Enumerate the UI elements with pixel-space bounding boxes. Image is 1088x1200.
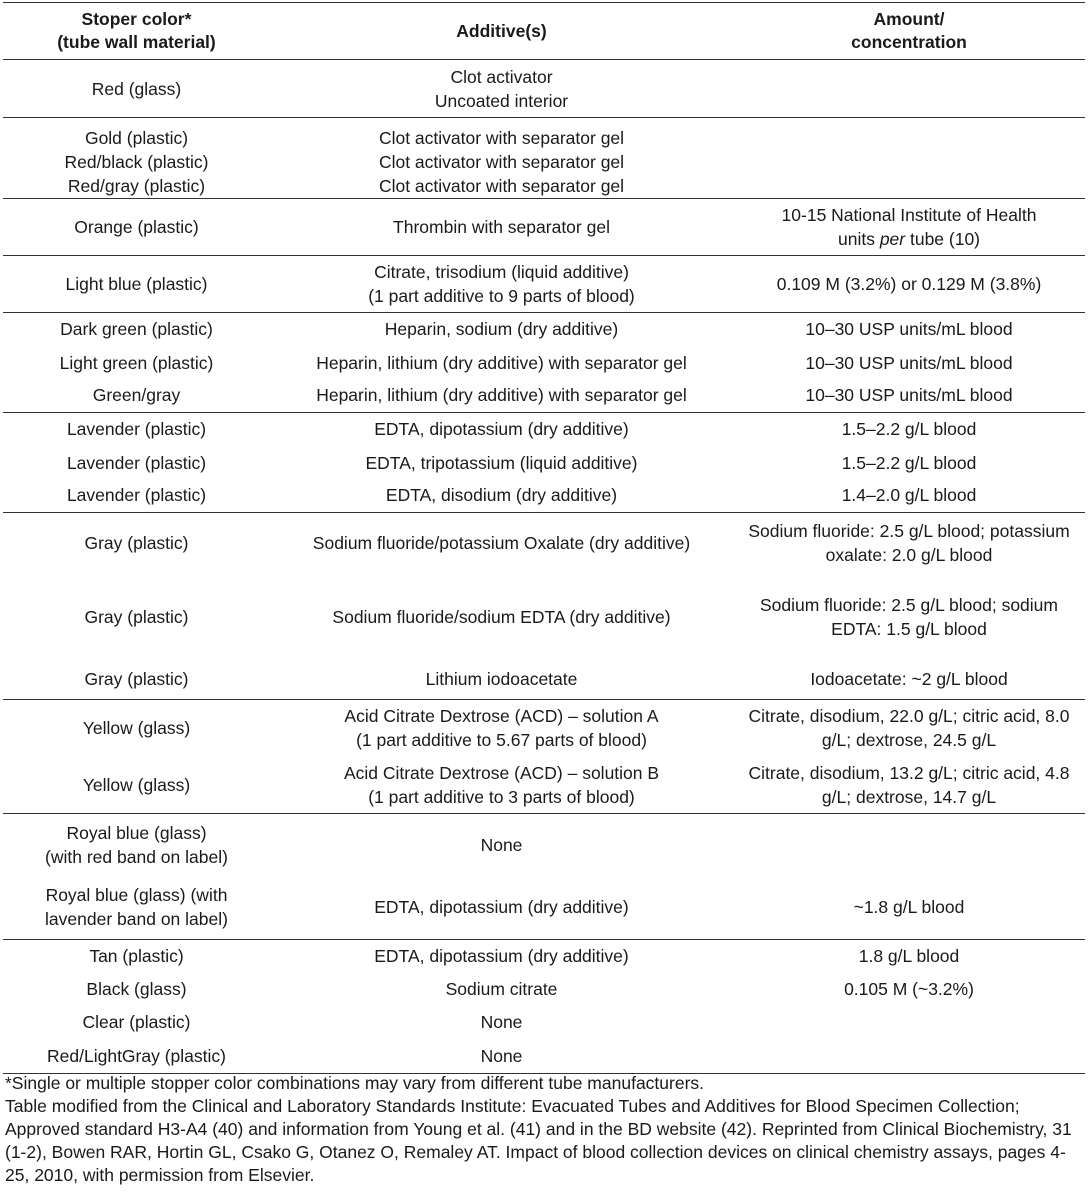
cell-amount: 0.105 M (~3.2%) xyxy=(844,978,974,999)
cell-additive: Lithium iodoacetate xyxy=(270,660,733,699)
cell-color: Red/LightGray (plastic) xyxy=(3,1039,270,1073)
table-row xyxy=(3,150,1085,174)
cell-additive: Clot activator Uncoated interior xyxy=(270,60,733,118)
cell-additive: EDTA, disodium (dry additive) xyxy=(270,479,733,512)
cell-color: Gray (plastic) xyxy=(84,533,189,554)
cell-color: Red/black (plastic) xyxy=(64,151,209,172)
cell-color: Orange (plastic) xyxy=(3,198,270,255)
cell-color: Yellow (glass) xyxy=(82,718,191,739)
footnote-source: Table modified from the Clinical and Laboratory Standards Institute: Evacuated Tubes and Additives for Blood Specimen Collection; Approved standard H3-A4 (40) and information from Young et al. (41) and in the BD website (42). Reprinted from Clinical Biochemistry, 31 (1-2), Bowen RAR, Hortin GL, Csako G, Otanez O, Remaley AT. Impact of blood collection devices on clinical chemistry assays, pages 4-25, 2010, with permission from Elsevier. xyxy=(5,1096,1072,1185)
cell-additive: Sodium fluoride/potassium Oxalate (dry additive) xyxy=(312,533,691,554)
cell-additive: None xyxy=(270,1039,733,1073)
cell-color: Light blue (plastic) xyxy=(3,255,270,312)
table-row xyxy=(3,346,1085,379)
cell-additive: Sodium citrate xyxy=(445,978,558,999)
cell-amount xyxy=(733,60,1085,118)
cell-color: Gray (plastic) xyxy=(84,607,189,627)
footnote-asterisk: *Single or multiple stopper color combinations may vary from different tube manufacturers. xyxy=(5,1073,705,1093)
cell-color: Yellow (glass) xyxy=(3,757,270,813)
cell-additive: Heparin, sodium (dry additive) xyxy=(384,319,619,340)
table-row xyxy=(3,198,1085,255)
cell-additive: Clot activator with separator gel xyxy=(378,127,625,148)
cell-amount xyxy=(733,813,1085,876)
cell-amount: 0.109 M (3.2%) or 0.129 M (3.8%) xyxy=(733,255,1085,312)
cell-color: Red/gray (plastic) xyxy=(3,174,270,199)
cell-amount: Iodoacetate: ~2 g/L blood xyxy=(733,660,1085,699)
cell-color: Dark green (plastic) xyxy=(60,319,213,340)
table-row xyxy=(3,574,1085,660)
cell-color: Light green (plastic) xyxy=(59,352,214,373)
table-row xyxy=(3,379,1085,412)
table-header-row xyxy=(3,3,1085,60)
table-row xyxy=(3,312,1085,346)
cell-amount xyxy=(733,198,1085,255)
cell-additive: EDTA, dipotassium (dry additive) xyxy=(270,876,733,939)
blood-tube-table xyxy=(3,2,1085,1074)
cell-additive: Thrombin with separator gel xyxy=(270,198,733,255)
cell-amount: 10–30 USP units/mL blood xyxy=(733,379,1085,412)
table-row xyxy=(3,972,1085,1005)
table-row xyxy=(3,60,1085,118)
cell-color: Royal blue (glass) (with lavender band on label) xyxy=(3,876,270,939)
cell-color: Lavender (plastic) xyxy=(66,419,207,440)
table-footnote xyxy=(5,1072,1083,1187)
table-row xyxy=(3,446,1085,479)
cell-additive: EDTA, dipotassium (dry additive) xyxy=(374,419,629,440)
amount-text: tube (10) xyxy=(905,228,981,249)
cell-color: Black (glass) xyxy=(86,978,187,999)
table-row xyxy=(3,939,1085,972)
cell-amount: Sodium fluoride: 2.5 g/L blood; potassium oxalate: 2.0 g/L blood xyxy=(748,521,1070,566)
table-row xyxy=(3,174,1085,199)
cell-color: Gold (plastic) xyxy=(84,127,189,148)
cell-amount: 10–30 USP units/mL blood xyxy=(805,319,1013,340)
cell-color: Lavender (plastic) xyxy=(66,452,207,473)
cell-color: Lavender (plastic) xyxy=(3,479,270,512)
table-row xyxy=(3,1005,1085,1039)
amount-text: 10-15 National Institute of Health units xyxy=(781,204,1037,249)
cell-additive: None xyxy=(480,1012,523,1032)
amount-emphasis: per xyxy=(879,228,906,249)
cell-amount xyxy=(733,1039,1085,1073)
header-amount: Amount/ concentration xyxy=(733,3,1085,60)
cell-amount: 1.5–2.2 g/L blood xyxy=(841,452,977,473)
table-row xyxy=(3,255,1085,312)
table-row xyxy=(3,757,1085,813)
cell-amount xyxy=(733,150,1085,174)
cell-amount: Citrate, disodium, 13.2 g/L; citric acid, 4.8 g/L; dextrose, 14.7 g/L xyxy=(733,757,1085,813)
cell-amount xyxy=(733,1005,1085,1039)
cell-color: Green/gray xyxy=(3,379,270,412)
cell-amount: ~1.8 g/L blood xyxy=(733,876,1085,939)
cell-color: Tan (plastic) xyxy=(89,945,184,966)
cell-amount: 1.4–2.0 g/L blood xyxy=(733,479,1085,512)
cell-amount: 1.5–2.2 g/L blood xyxy=(841,419,977,440)
header-additives: Additive(s) xyxy=(270,3,733,60)
cell-additive: Heparin, lithium (dry additive) with separator gel xyxy=(270,379,733,412)
table-row xyxy=(3,412,1085,446)
cell-amount xyxy=(733,174,1085,199)
cell-additive: Citrate, trisodium (liquid additive) (1 part additive to 9 parts of blood) xyxy=(270,255,733,312)
cell-additive: Acid Citrate Dextrose (ACD) – solution A (1 part additive to 5.67 parts of blood) xyxy=(344,706,659,751)
cell-additive: Acid Citrate Dextrose (ACD) – solution B (1 part additive to 3 parts of blood) xyxy=(270,757,733,813)
cell-amount xyxy=(733,118,1085,150)
cell-amount: 1.8 g/L blood xyxy=(858,945,960,966)
cell-amount: 10–30 USP units/mL blood xyxy=(805,352,1013,373)
table-row xyxy=(3,660,1085,699)
cell-color: Clear (plastic) xyxy=(82,1012,191,1032)
cell-amount: Sodium fluoride: 2.5 g/L blood; sodium EDTA: 1.5 g/L blood xyxy=(759,595,1058,639)
cell-additive: Heparin, lithium (dry additive) with separator gel xyxy=(316,352,687,373)
table-row xyxy=(3,876,1085,939)
header-stopper-color: Stoper color* (tube wall material) xyxy=(3,3,270,60)
table-row xyxy=(3,699,1085,757)
cell-additive: Sodium fluoride/sodium EDTA (dry additive) xyxy=(332,607,671,627)
table-row xyxy=(3,479,1085,512)
cell-additive: None xyxy=(480,834,523,855)
cell-color: Gray (plastic) xyxy=(3,660,270,699)
cell-additive: Clot activator with separator gel xyxy=(378,151,625,172)
cell-amount: Citrate, disodium, 22.0 g/L; citric acid, 8.0 g/L; dextrose, 24.5 g/L xyxy=(748,706,1070,751)
table-row xyxy=(3,512,1085,574)
cell-color: Red (glass) xyxy=(3,60,270,118)
table-row xyxy=(3,1039,1085,1073)
cell-additive: EDTA, tripotassium (liquid additive) xyxy=(365,452,638,473)
table-row xyxy=(3,118,1085,150)
table-row xyxy=(3,813,1085,876)
cell-color: Royal blue (glass) (with red band on label) xyxy=(45,822,228,867)
cell-additive: Clot activator with separator gel xyxy=(270,174,733,199)
cell-additive: EDTA, dipotassium (dry additive) xyxy=(374,945,629,966)
